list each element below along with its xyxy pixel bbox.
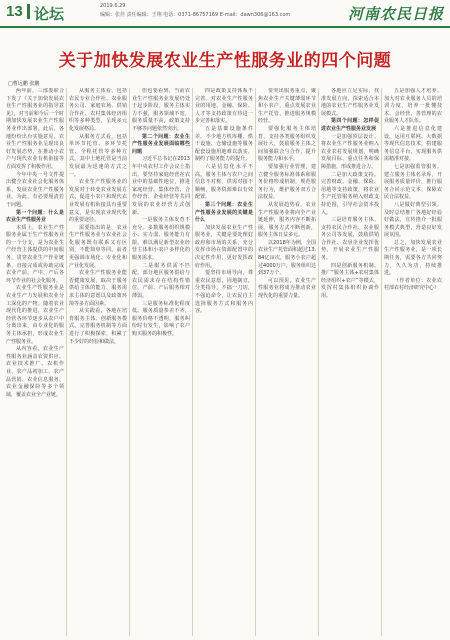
masthead (0, 0, 450, 28)
paragraph: 从服务方式看，包括单环节托管、多环节托管、全程托管等多种方式，其中土地托管是当前发展最为迅速的方式之一。 (69, 133, 127, 178)
paragraph: 要突出服务重点，聚焦农业生产关键薄弱环节和小农户，重点发展农业生产托管，推进服务规模经营。 (258, 88, 316, 125)
paragraph: 五是基础设施条件差。不少地方机库棚、烘干设施、仓储设施等服务配套设施用地难以落实，制约了服务能力的提升。 (195, 125, 253, 163)
subheading: 第一个问题：什么是农业生产性服务业 (6, 209, 64, 224)
column-rule (66, 88, 67, 636)
paragraph: 两年前，三部委联合下发了《关于加快发展农业生产性服务业的指导意见》，对当前和今后一个时期加快发展农业生产性服务业作出部署。此后，各地纷纷出台实施意见，农业生产性服务业呈现出良好发展态势，在推动小农户与现代农业有机衔接等方面发挥了积极作用。 (6, 88, 64, 170)
paragraph: 习近平总书记在2013年中央农村工作会议上指出，要坚持家庭经营在农业中的基础性地位，推进家庭经营、集体经营、合作经营、企业经营等共同发展的农业经营方式创新。 (132, 156, 190, 216)
paragraph: 二是加大政策支持。完善财政、金融、保险、用地等支持政策，将农业生产托管服务纳入财政支持范围，引导社会资本投入。 (321, 171, 379, 216)
paragraph: 三是培育服务主体。支持农民合作社、农业服务公司等发展，鼓励供销合作社、农垦企业发挥优势，开展农业生产性服务。 (321, 217, 379, 262)
subheading: 第四个问题：怎样促进农业生产性服务业发展 (321, 118, 379, 132)
paragraph: 可以预见，农业生产性服务业将成为推动农业现代化的重要力量。 (258, 277, 316, 300)
paragraph: 六是推进信息化建设。运用互联网、大数据等现代信息技术，搭建服务信息平台，实现服务供需精准对接。 (384, 125, 442, 163)
subheading: 第二个问题：农业生产性服务业发展面临哪些问题 (132, 133, 190, 155)
column-rule (255, 88, 256, 636)
paragraph: 但也要看到，当前农业生产性服务业发展仍处于起步阶段，服务主体实力不强，服务领域不宽，服务质量不高，政策支持不够等问题依然突出。 (132, 88, 190, 132)
paragraph: 二是服务供需不匹配。部分地区服务供给与农民需求存在结构性错位，产前、产后服务相对薄弱。 (132, 262, 190, 300)
paragraph: 加快发展农业生产性服务业，关键是要处理好政府和市场的关系，充分发挥市场在资源配置中的决定性作用，更好发挥政府作用。 (195, 224, 253, 269)
article-byline: □曹远鹏 张鹏 (8, 81, 40, 87)
text-column (132, 88, 190, 636)
column-rule (192, 88, 193, 636)
paragraph: 农业生产性服务业的发展对于转变农业发展方式、促进小农户和现代农业发展有机衔接具有重要意义，是实现农业现代化的重要途径。 (69, 179, 127, 224)
text-column (384, 88, 442, 636)
paragraph: 今年中央一号文件提出健全农业社会化服务体系，发展农业生产性服务业。为此，有必要厘清若干问题。 (6, 171, 64, 208)
paragraph: 农业生产性服务业是农业生产力发展和农业分工深化的产物。随着农业现代化的推进，农业生产经营各环节逐步从农户中分离出来，由专业化的服务主体承担，形成农业生产性服务业。 (6, 285, 64, 345)
editor-credits: 编辑：张佳 责任编辑：王翔 电话：0371-86757169 E-mail：dawn306@163.com (100, 12, 291, 18)
paragraph: 需要指出的是，农业生产性服务业与农业社会化服务既有联系又有区别，不能简单等同。前者更强调市场化、专业化和产业化发展。 (69, 224, 127, 269)
paragraph: 各地应立足实际，找准发展方向，探索适合本地的农业生产性服务业发展模式。 (321, 88, 379, 117)
column-rule (318, 88, 319, 636)
paragraph: 农业生产性服务业能否健康发展，取决于服务供给主体的能力、服务需求主体的意愿以及政策环境等多方面因素。 (69, 270, 127, 307)
text-column (321, 88, 379, 636)
paragraph: 六是信息化水平不高。服务主体与农户之间信息不对称，供需对接不顺畅，服务资源难以有效配置。 (195, 163, 253, 201)
issue-date: 2019.6.29 (100, 3, 126, 9)
column-rule (381, 88, 382, 636)
paragraph: 八是做好典型引领。及时总结推广各地好经验好做法，宣传推介一批服务模式典型，营造良好发展氛围。 (384, 201, 442, 239)
paragraph: 要加强行业管理，建立健全服务标准体系和服务价格形成机制，规范服务行为，维护服务双方合法权益。 (258, 163, 316, 201)
paragraph: 五是加强人才培养。加大对农业服务人员的培训力度，培养一批懂技术、会经营、善管理的农业服务人才队伍。 (384, 88, 442, 125)
paragraph: 一是服务主体发育不充分。多数服务组织规模小、实力弱、服务能力有限，难以满足新型农业经营主体和小农户多样化的服务需求。 (132, 217, 190, 262)
subheading: 第三个问题：农业生产性服务业发展的关键是什么 (195, 201, 253, 224)
paragraph: 一是加强顶层设计。将农业生产性服务业纳入农业农村发展规划，明确发展目标、重点任务和保障措施，形成推进合力。 (321, 133, 379, 170)
paragraph: 要坚持市场导向，尊重农民意愿，因地制宜，分类指导，不搞一刀切，不强迫命令，让农民自主选择服务方式和服务内容。 (195, 270, 253, 315)
paragraph: 从服务主体看，包括农民专业合作社、农业服务公司、家庭农场、供销合作社、农村集体经济组织等多种类型，呈现多元化发展格局。 (69, 88, 127, 132)
paragraph: 三是服务标准化程度低。服务质量参差不齐，服务价格不透明，服务纠纷时有发生，影响了农户购买服务的积极性。 (132, 300, 190, 337)
paragraph: 四是创新服务机制。推广“服务主体+农村集体经济组织+农户”等模式，发挥村集体组织协调作用。 (321, 262, 379, 300)
paragraph: （作者单位：农业农村部农村经济研究中心） (384, 277, 442, 292)
text-column (195, 88, 253, 636)
paragraph: 七是加强监管服务。建立服务主体名录库，开展服务质量评价，推行服务合同示范文本，保障农民合法权益。 (384, 163, 442, 201)
article-headline: 关于加快发展农业生产性服务业的四个问题 (58, 51, 392, 71)
text-column (6, 88, 64, 636)
paragraph: 四是政策支持体系不完善。对农业生产性服务业的用地、金融、保险、人才等支持政策有待进一步完善和落实。 (195, 88, 253, 125)
text-column (258, 88, 316, 636)
paragraph: 以2018年为例，全国农业生产托管面积超过13.84亿亩次，服务小农户超过4000万户，服务组织达到37万个。 (258, 239, 316, 277)
section-divider (27, 4, 30, 19)
paragraph: 总之，加快发展农业生产性服务业，是一项长期任务，需要各方共同努力，久久为功，持续推进。 (384, 239, 442, 277)
newspaper-name: 河南农民日报 (347, 5, 444, 23)
paragraph: 从发展趋势看，农业生产性服务业将向全产业链延伸，服务内容不断拓展，服务方式不断创新，服务主体日益多元。 (258, 201, 316, 239)
column-rule (129, 88, 130, 636)
paragraph: 从实践看，各地在培育服务主体、创新服务模式、完善服务机制等方面进行了积极探索，积累了不少好的经验和做法。 (69, 308, 127, 345)
paragraph: 要强化服务主体培育，支持各类服务组织发展壮大，鼓励服务主体之间加强联合与合作，提升服务能力和水平。 (258, 125, 316, 163)
text-column (69, 88, 127, 636)
section-title: 论坛 (34, 5, 65, 23)
paragraph: 本质上，农业生产性服务业属于生产性服务业的一个分支，是为农业生产经营主体提供的中间服务，贯穿农业生产作业链条，直接完成或协助完成农业产前、产中、产后各环节作业的社会化服务。 (6, 224, 64, 284)
paragraph: 从内容看，农业生产性服务业涵盖农资供应、农业技术推广、农机作业、农产品初加工、农产品营销、农业信息服务、农业金融保险等多个领域，覆盖农业全产业链。 (6, 346, 64, 398)
page-number: 13 (6, 3, 23, 20)
article-body (6, 88, 444, 636)
